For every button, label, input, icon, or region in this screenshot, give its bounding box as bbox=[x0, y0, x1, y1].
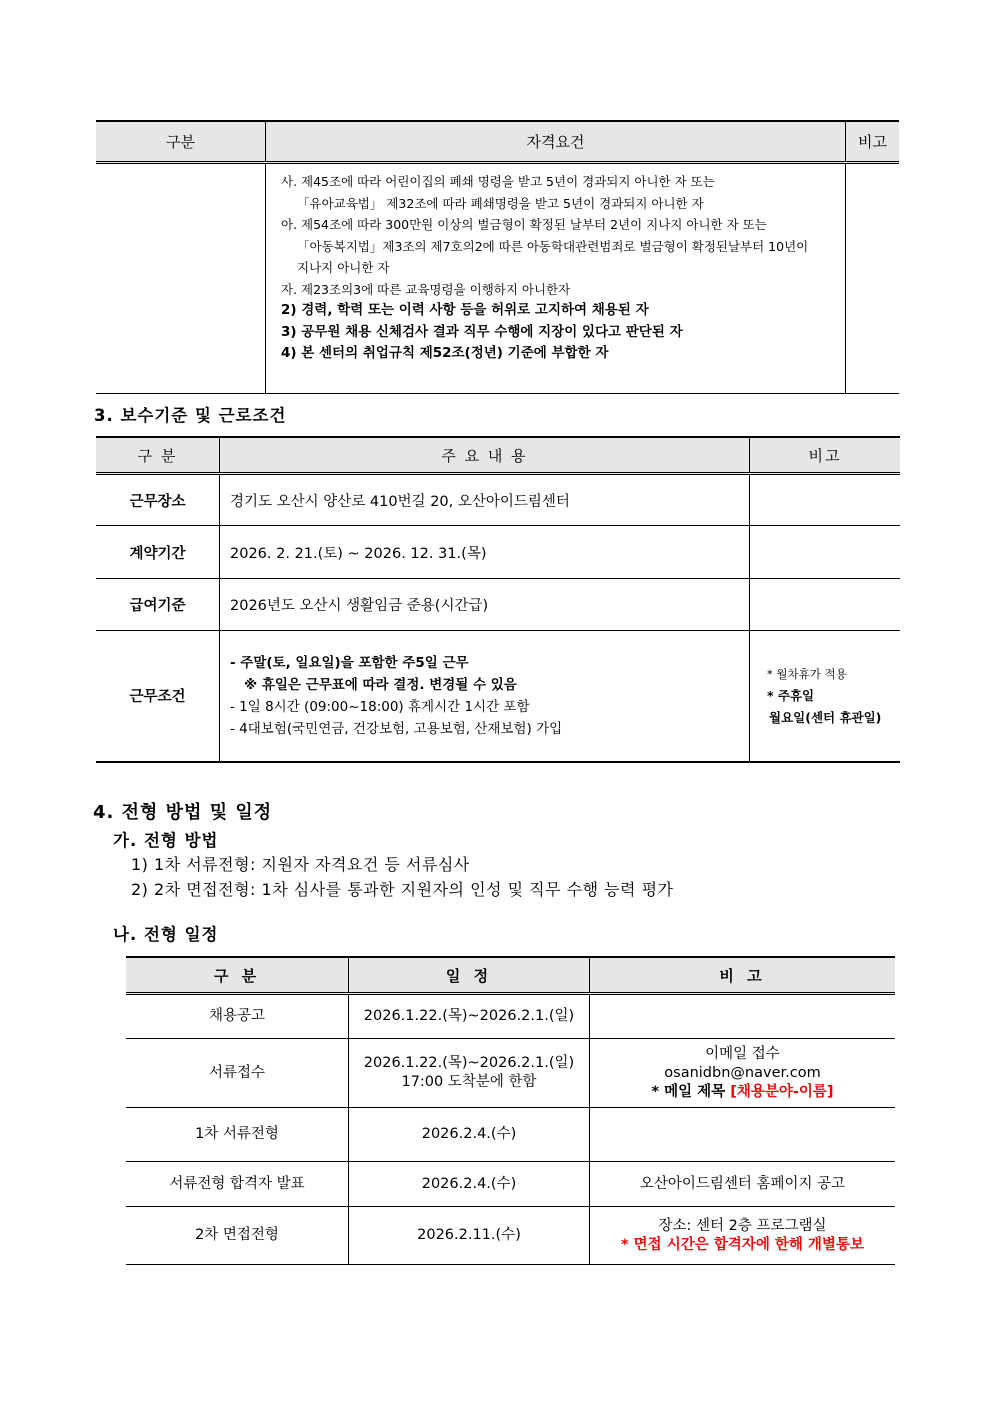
mail-subject-format: [채용분야-이름] bbox=[730, 1083, 834, 1100]
table-header-row bbox=[96, 437, 900, 474]
category-cell bbox=[96, 163, 266, 394]
remarks-cell: 오산아이드림센터 홈페이지 공고 bbox=[590, 1162, 896, 1207]
work-conditions-cell bbox=[220, 631, 750, 762]
qualification-cell bbox=[266, 163, 846, 394]
list-item: 「유아교육법」 제32조에 따라 폐쇄명령을 받고 5년이 경과되지 아니한 자 bbox=[297, 195, 704, 211]
remark-line: 이메일 접수 bbox=[705, 1045, 780, 1062]
list-item: 아. 제54조에 따라 300만원 이상의 벌금형이 확정된 날부터 2년이 지나지 아니한 자 또는 bbox=[281, 217, 767, 232]
table-row bbox=[126, 1108, 895, 1162]
mail-subject-label: * 메일 제목 bbox=[651, 1083, 731, 1100]
list-item: 2) 경력, 학력 또는 이력 사항 등을 허위로 고지하여 채용된 자 bbox=[281, 302, 649, 318]
remarks-cell bbox=[590, 994, 896, 1039]
date-cell: 2026.2.4.(수) bbox=[349, 1162, 590, 1207]
header-qualification: 자격요건 bbox=[266, 121, 846, 163]
condition-line: - 주말(토, 일요일)을 포함한 주5일 근무 bbox=[230, 654, 469, 671]
table-row bbox=[96, 631, 900, 762]
email-address: osanidbn@naver.com bbox=[664, 1064, 821, 1081]
header-category: 구분 bbox=[96, 121, 266, 163]
note-line: * 월차휴가 적용 bbox=[767, 666, 847, 681]
condition-line: ※ 휴일은 근무표에 따라 결정. 변경될 수 있음 bbox=[244, 676, 517, 693]
date-cell: 2026.2.4.(수) bbox=[349, 1108, 590, 1162]
remarks-cell bbox=[590, 1108, 896, 1162]
list-item: 「아동복지법」제3조의 제7호의2에 따른 아동학대관련범죄로 벌금형이 확정된날부터 10년이 bbox=[297, 238, 809, 254]
header-remarks: 비 고 bbox=[590, 957, 896, 994]
list-item: 3) 공무원 채용 신체검사 결과 직무 수행에 지장이 있다고 판단된 자 bbox=[281, 323, 683, 340]
remark-line: 장소: 센터 2층 프로그램실 bbox=[658, 1217, 827, 1234]
stage-cell: 서류접수 bbox=[126, 1039, 349, 1108]
table-row bbox=[126, 1039, 895, 1108]
date-line: 17:00 도착분에 한함 bbox=[401, 1074, 537, 1090]
work-conditions bbox=[230, 652, 748, 740]
section-3-title: 3. 보수기준 및 근로조건 bbox=[94, 406, 287, 425]
table-row bbox=[96, 163, 899, 394]
list-item: 자. 제23조의3에 따른 교육명령을 이행하지 아니한자 bbox=[281, 281, 571, 297]
condition-line: - 4대보험(국민연금, 건강보험, 고용보험, 산재보험) 가입 bbox=[230, 720, 563, 737]
stage-cell: 2차 면접전형 bbox=[126, 1207, 349, 1265]
remarks-cell bbox=[590, 1207, 896, 1265]
row-label: 근무조건 bbox=[96, 631, 220, 762]
table-row bbox=[126, 994, 895, 1039]
list-item: 4) 본 센터의 취업규칙 제52조(정년) 기준에 부합한 자 bbox=[281, 345, 609, 361]
subsection-b-title: 나. 전형 일정 bbox=[113, 925, 219, 944]
header-date: 일 정 bbox=[349, 957, 590, 994]
row-note bbox=[750, 579, 901, 631]
row-label: 근무장소 bbox=[96, 474, 220, 526]
method-item-2: 2) 2차 면접전형: 1차 심사를 통과한 지원자의 인성 및 직무 수행 능력 평가 bbox=[131, 880, 674, 899]
schedule-table bbox=[126, 956, 895, 1265]
row-label: 급여기준 bbox=[96, 579, 220, 631]
qualification-table bbox=[96, 120, 899, 394]
table-row bbox=[96, 474, 900, 526]
row-content: 2026년도 오산시 생활임금 준용(시간급) bbox=[220, 579, 750, 631]
conditions-table bbox=[96, 436, 900, 763]
stage-cell: 채용공고 bbox=[126, 994, 349, 1039]
stage-cell: 1차 서류전형 bbox=[126, 1108, 349, 1162]
date-cell bbox=[349, 1039, 590, 1108]
table-row bbox=[126, 1162, 895, 1207]
qualification-list bbox=[267, 165, 844, 365]
header-remarks: 비고 bbox=[846, 121, 900, 163]
remark-line: * 면접 시간은 합격자에 한해 개별통보 bbox=[621, 1236, 864, 1253]
note-line: * 주휴일 bbox=[767, 687, 815, 703]
header-category: 구 분 bbox=[96, 437, 220, 474]
list-item: 사. 제45조에 따라 어린이집의 폐쇄 명령을 받고 5년이 경과되지 아니한 자 또는 bbox=[281, 174, 715, 189]
table-row bbox=[96, 526, 900, 579]
header-stage: 구 분 bbox=[126, 957, 349, 994]
date-cell: 2026.2.11.(수) bbox=[349, 1207, 590, 1265]
stage-cell: 서류전형 합격자 발표 bbox=[126, 1162, 349, 1207]
list-item: 지나지 아니한 자 bbox=[297, 260, 390, 275]
header-content: 주 요 내 용 bbox=[220, 437, 750, 474]
conditions-note-cell bbox=[750, 631, 901, 762]
remarks-cell bbox=[846, 163, 900, 394]
date-line: 2026.1.22.(목)~2026.2.1.(일) bbox=[363, 1055, 575, 1071]
note-line: 월요일(센터 휴관일) bbox=[769, 709, 882, 725]
section-4-title: 4. 전형 방법 및 일정 bbox=[93, 802, 273, 823]
header-remarks: 비고 bbox=[750, 437, 901, 474]
table-header-row bbox=[96, 121, 899, 163]
remarks-cell bbox=[590, 1039, 896, 1108]
subsection-a-title: 가. 전형 방법 bbox=[113, 831, 219, 850]
row-note bbox=[750, 526, 901, 579]
date-cell: 2026.1.22.(목)~2026.2.1.(일) bbox=[349, 994, 590, 1039]
row-note bbox=[750, 474, 901, 526]
row-label: 계약기간 bbox=[96, 526, 220, 579]
table-header-row bbox=[126, 957, 895, 994]
conditions-note bbox=[751, 663, 899, 729]
method-item-1: 1) 1차 서류전형: 지원자 자격요건 등 서류심사 bbox=[131, 855, 470, 874]
table-row bbox=[126, 1207, 895, 1265]
table-row bbox=[96, 579, 900, 631]
remark-line bbox=[591, 1083, 894, 1102]
row-content: 경기도 오산시 양산로 410번길 20, 오산아이드림센터 bbox=[220, 474, 750, 526]
condition-line: - 1일 8시간 (09:00~18:00) 휴게시간 1시간 포함 bbox=[230, 698, 530, 715]
row-content: 2026. 2. 21.(토) ~ 2026. 12. 31.(목) bbox=[220, 526, 750, 579]
